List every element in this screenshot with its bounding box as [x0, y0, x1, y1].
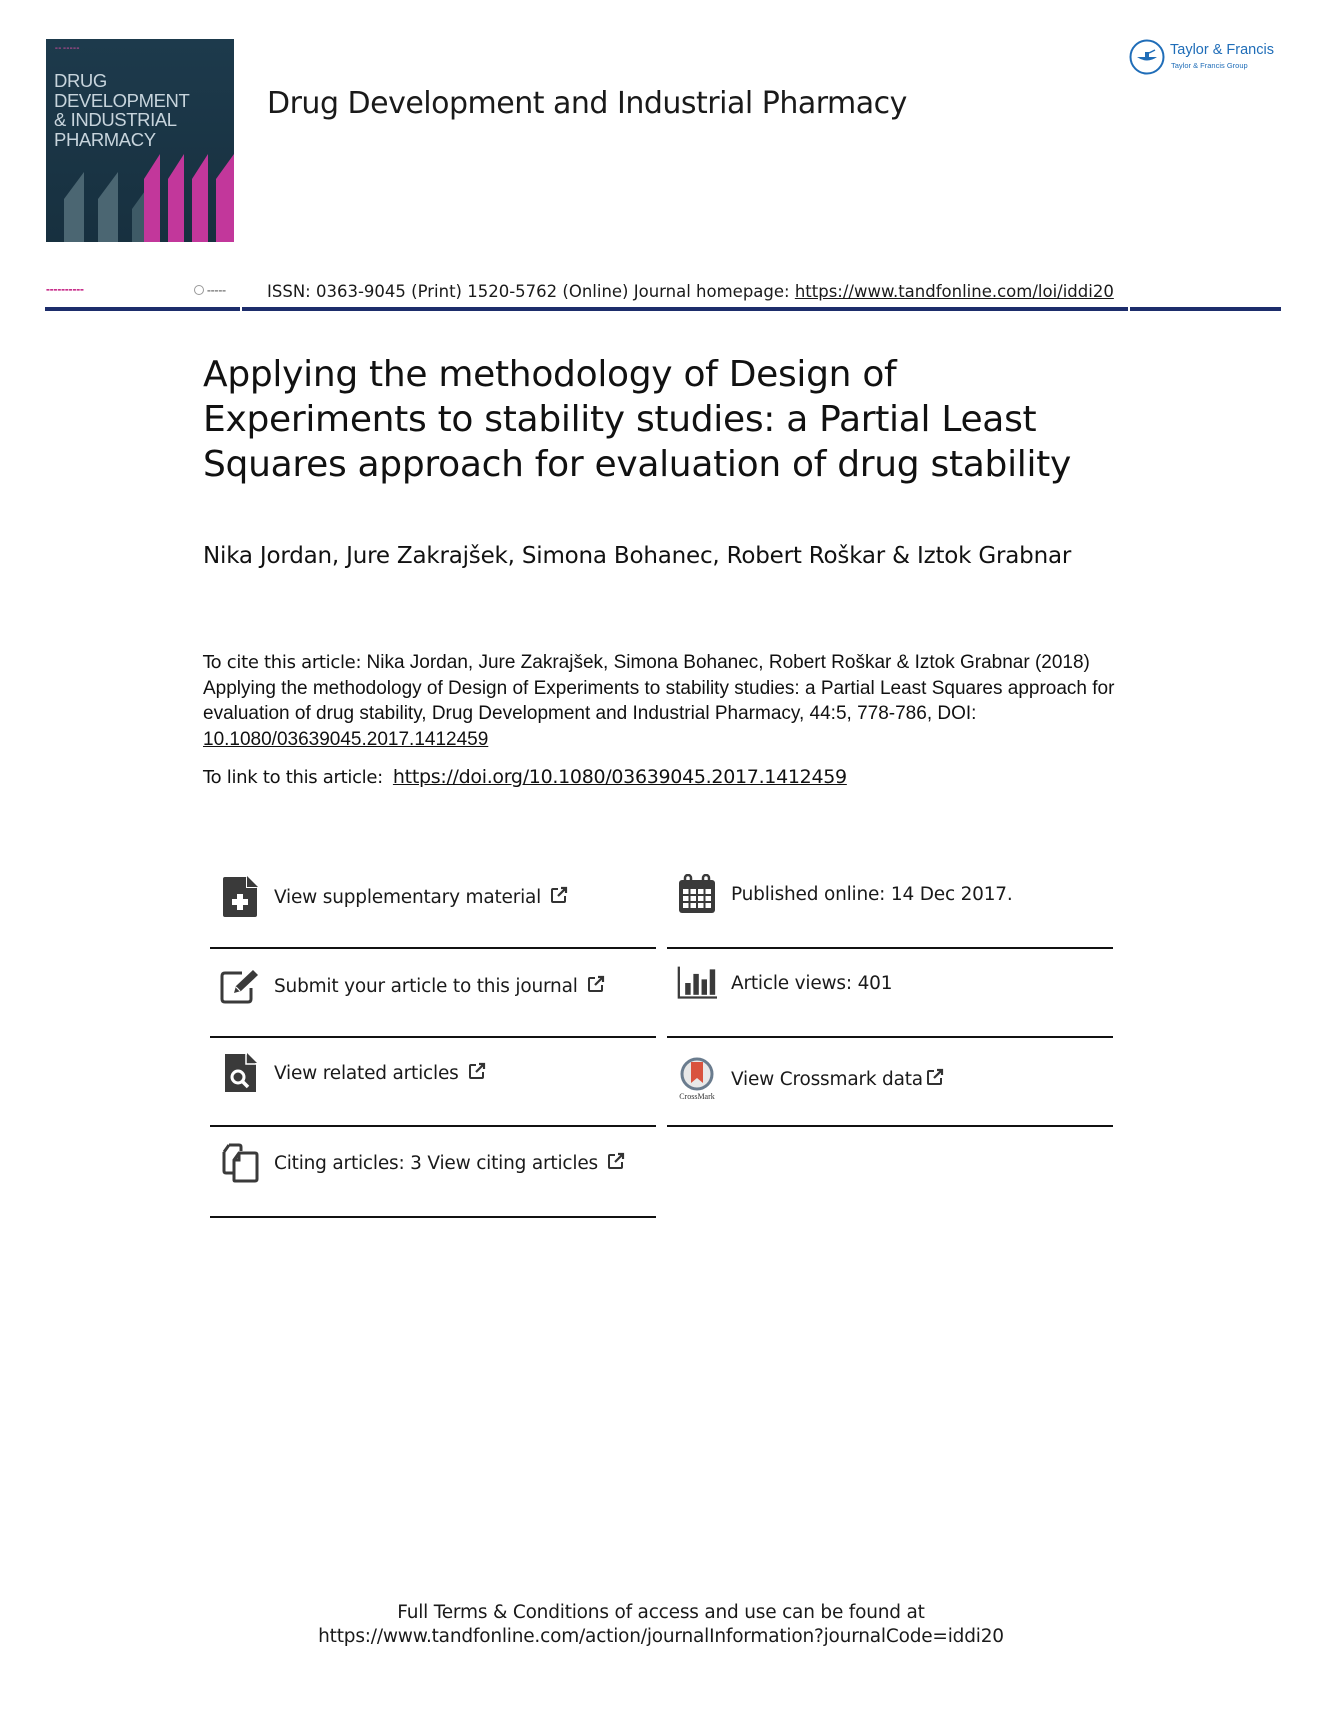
external-link-icon	[926, 1068, 944, 1090]
published-date: Published online: 14 Dec 2017.	[731, 883, 1013, 905]
divider	[210, 1216, 656, 1218]
info-label: Submit your article to this journal	[274, 975, 578, 997]
view-crossmark-data[interactable]	[677, 1055, 944, 1103]
view-supplementary-material[interactable]	[220, 875, 568, 919]
divider	[667, 1125, 1113, 1127]
file-search-icon	[220, 1051, 260, 1095]
cite-doi-link[interactable]: 10.1080/03639045.2017.1412459	[203, 728, 489, 750]
external-link-icon	[587, 975, 605, 997]
citation-block	[203, 650, 1123, 752]
article-authors: Nika Jordan, Jure Zakrajšek, Simona Bohanec, Robert Roškar & Iztok Grabnar	[203, 543, 1072, 569]
calendar-icon	[677, 872, 717, 916]
article-views	[677, 961, 892, 1005]
crossmark-caption: CrossMark	[679, 1092, 715, 1101]
info-label: Citing articles: 3 View citing articles	[274, 1152, 598, 1174]
views-count: Article views: 401	[731, 972, 893, 994]
terms-footer	[0, 1601, 1322, 1648]
divider	[667, 1036, 1113, 1038]
rule-gap	[1128, 306, 1130, 312]
cite-text: Nika Jordan, Jure Zakrajšek, Simona Bohanec, Robert Roškar & Iztok Grabnar (2018) Applying the methodology of Design of Experiments to stability studies: a Partial Least Squares approach for evaluation of drug stability, Drug Development and Industrial Pharmacy, 44:5, 778-786, DOI:	[203, 652, 1115, 724]
cover-title: DRUG DEVELOPMENT & INDUSTRIAL PHARMACY	[54, 70, 190, 150]
terms-line: Full Terms & Conditions of access and use can be found at	[397, 1602, 925, 1623]
article-doi-link[interactable]: https://doi.org/10.1080/03639045.2017.1412459	[392, 766, 847, 788]
taylor-francis-lamp-icon	[1128, 38, 1166, 76]
terms-url[interactable]: https://www.tandfonline.com/action/journalInformation?journalCode=iddi20	[318, 1625, 1004, 1647]
bar-chart-icon	[677, 961, 717, 1005]
journal-homepage-link[interactable]: https://www.tandfonline.com/loi/iddi20	[794, 282, 1114, 301]
info-label: View related articles	[274, 1062, 459, 1084]
journal-title: Drug Development and Industrial Pharmacy	[267, 86, 907, 121]
edit-icon	[220, 964, 260, 1008]
publisher-group: Taylor & Francis Group	[1171, 61, 1248, 70]
view-related-articles[interactable]	[220, 1051, 486, 1095]
divider	[210, 1125, 656, 1127]
tiny-publisher-mark: ▬▬▬▬▬	[194, 285, 226, 295]
citing-articles-link[interactable]	[220, 1141, 625, 1185]
rule-gap	[240, 306, 242, 312]
published-online	[677, 872, 1013, 916]
file-plus-icon	[220, 875, 260, 919]
divider	[667, 947, 1113, 949]
divider	[210, 1036, 656, 1038]
submit-article-link[interactable]	[220, 964, 605, 1008]
copy-icon	[220, 1141, 260, 1185]
divider	[210, 947, 656, 949]
link-label: To link to this article:	[203, 767, 383, 788]
article-link-line	[203, 766, 847, 788]
external-link-icon	[607, 1152, 625, 1174]
cover-issue-label: ▬▬ ▬▬▬▬▬	[55, 46, 80, 50]
cite-label: To cite this article:	[203, 652, 362, 673]
issn-line	[267, 282, 1114, 301]
crossmark-icon	[677, 1055, 717, 1103]
external-link-icon	[550, 886, 568, 908]
tiny-logo-icon	[194, 285, 204, 295]
external-link-icon	[468, 1062, 486, 1084]
info-label: View Crossmark data	[731, 1068, 923, 1090]
article-title: Applying the methodology of Design of Experiments to stability studies: a Partial Least Squares approach for evaluation of drug stability	[203, 354, 1072, 485]
publisher-logo[interactable]	[1128, 38, 1288, 78]
info-label: View supplementary material	[274, 886, 542, 908]
tiny-cover-link: ▬▬▬▬▬▬▬▬▬▬	[46, 287, 84, 292]
publisher-name: Taylor & Francis	[1170, 42, 1274, 58]
journal-cover	[46, 39, 234, 242]
header-rule	[45, 307, 1281, 311]
issn-text: ISSN: 0363-9045 (Print) 1520-5762 (Online) Journal homepage:	[267, 282, 795, 301]
